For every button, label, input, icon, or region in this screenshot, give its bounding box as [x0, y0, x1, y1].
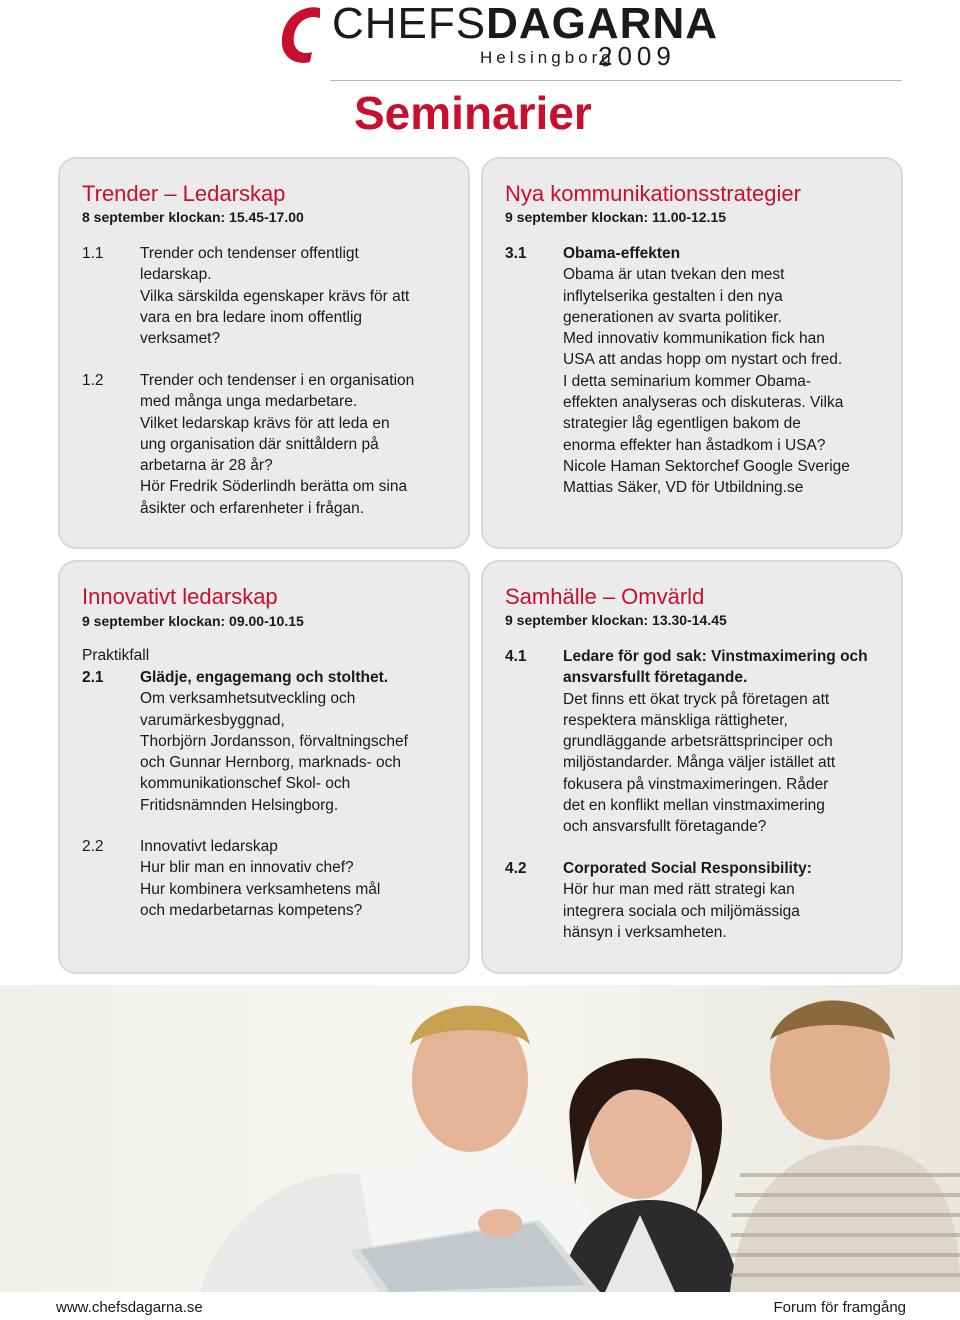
header-divider [330, 80, 902, 81]
item-line: respektera mänskliga rättigheter, [563, 711, 788, 729]
item-line: med många unga medarbetare. [140, 393, 358, 411]
item-number: 4.2 [505, 860, 527, 877]
item-text [563, 646, 883, 838]
item-line: miljöstandarder. Många väljer istället att [563, 754, 836, 772]
people-with-laptop-illustration [0, 985, 960, 1292]
item-number: 2.2 [82, 838, 104, 855]
item-line: Obama är utan tvekan den mest [563, 266, 785, 284]
footer-tagline: Forum för framgång [773, 1299, 906, 1316]
item-text [140, 243, 460, 349]
brand-logo-icon [276, 2, 332, 68]
item-title: Obama-effekten [563, 245, 681, 262]
card-date: 9 september klockan: 13.30-14.45 [505, 612, 727, 628]
brand-name: CHEFSDAGARNA [332, 0, 719, 48]
item-text [140, 836, 460, 921]
item-title: Corporated Social Responsibility: [563, 860, 812, 877]
item-line: Thorbjörn Jordansson, förvaltningschef [140, 732, 408, 750]
card-intro: Praktikfall [82, 647, 150, 664]
item-line: generationen av svarta politiker. [563, 308, 782, 326]
item-number: 2.1 [82, 669, 104, 686]
item-text [563, 243, 883, 499]
item-line: Nicole Haman Sektorchef Google Sverige [563, 457, 850, 475]
item-line: Mattias Säker, VD för Utbildning.se [563, 479, 804, 497]
item-line: Om verksamhetsutveckling och [140, 690, 356, 708]
item-text [140, 667, 460, 816]
item-line: kommunikationschef Skol- och [140, 775, 351, 793]
item-number: 3.1 [505, 245, 527, 262]
item-line: och medarbetarnas kompetens? [140, 901, 363, 919]
item-title: Innovativt ledarskap [140, 838, 278, 855]
header [0, 0, 960, 90]
card-date: 9 september klockan: 11.00-12.15 [505, 209, 727, 225]
item-line: och Gunnar Hernborg, marknads- och [140, 754, 402, 772]
page-title: Seminarier [354, 87, 592, 139]
item-title: Ledare för god sak: Vinstmaximering och [563, 648, 868, 665]
card-title: Innovativt ledarskap [82, 584, 278, 609]
seminar-card-samhalle [481, 560, 903, 974]
item-line: Hur kombinera verksamhetens mål [140, 880, 381, 898]
brand-city: Helsingborg [480, 48, 615, 67]
item-line: ledarskap. [140, 266, 212, 284]
footer-url[interactable]: www.chefsdagarna.se [56, 1299, 203, 1316]
item-line: och ansvarsfullt företagande? [563, 818, 767, 836]
item-line: Hur blir man en innovativ chef? [140, 859, 354, 877]
card-date: 8 september klockan: 15.45-17.00 [82, 209, 304, 225]
item-line: Vilket ledarskap krävs för att leda en [140, 414, 390, 432]
card-date: 9 september klockan: 09.00-10.15 [82, 613, 304, 629]
item-line: Med innovativ kommunikation fick han [563, 330, 825, 348]
item-line: åsikter och erfarenheter i frågan. [140, 499, 365, 517]
item-line: det en konflikt mellan vinstmaximering [563, 797, 825, 815]
item-line: ansvarsfullt företagande. [563, 669, 748, 687]
card-title: Trender – Ledarskap [82, 181, 286, 206]
hero-photo [0, 985, 960, 1292]
item-line: USA att andas hopp om nystart och fred. [563, 351, 843, 369]
item-line: vara en bra ledare inom offentlig [140, 308, 363, 326]
item-line: fokusera på vinstmaximeringen. Råder [563, 775, 829, 793]
item-title: Trender och tendenser offentligt [140, 245, 359, 262]
item-line: Fritidsnämnden Helsingborg. [140, 796, 339, 814]
item-line: integrera sociala och miljömässiga [563, 902, 800, 920]
item-line: effekten analyseras och diskuteras. Vilka [563, 394, 844, 412]
item-line: Det finns ett ökat tryck på företagen att [563, 690, 830, 708]
card-title: Samhälle – Omvärld [505, 584, 705, 609]
item-line: arbetarna är 28 år? [140, 457, 273, 475]
seminar-card-trender [58, 157, 470, 549]
brand-year: 2009 [598, 41, 676, 71]
item-line: hänsyn i verksamheten. [563, 923, 727, 941]
item-line: varumärkesbyggnad, [140, 711, 285, 729]
item-line: Hör hur man med rätt strategi kan [563, 881, 795, 899]
item-line: ung organisation där snittåldern på [140, 435, 379, 453]
item-number: 4.1 [505, 648, 527, 665]
item-number: 1.1 [82, 245, 104, 262]
card-title: Nya kommunikationsstrategier [505, 181, 801, 206]
item-title: Trender och tendenser i en organisation [140, 372, 415, 389]
item-line: verksamet? [140, 330, 221, 348]
item-line: Vilka särskilda egenskaper krävs för att [140, 287, 410, 305]
item-line: I detta seminarium kommer Obama- [563, 372, 812, 390]
item-line: strategier låg egentligen bakom de [563, 415, 801, 433]
item-line: inflytelserika gestalten i den nya [563, 287, 783, 305]
item-number: 1.2 [82, 372, 104, 389]
item-line: enorma effekter han åstadkom i USA? [563, 436, 826, 454]
item-line: grundläggande arbetsrättsprinciper och [563, 733, 833, 751]
seminar-card-innovativt [58, 560, 470, 974]
item-line: Hör Fredrik Söderlindh berätta om sina [140, 478, 408, 496]
item-text [140, 370, 460, 519]
item-text [563, 858, 883, 943]
item-title: Glädje, engagemang och stolthet. [140, 669, 389, 686]
seminar-card-kommunikation [481, 157, 903, 549]
